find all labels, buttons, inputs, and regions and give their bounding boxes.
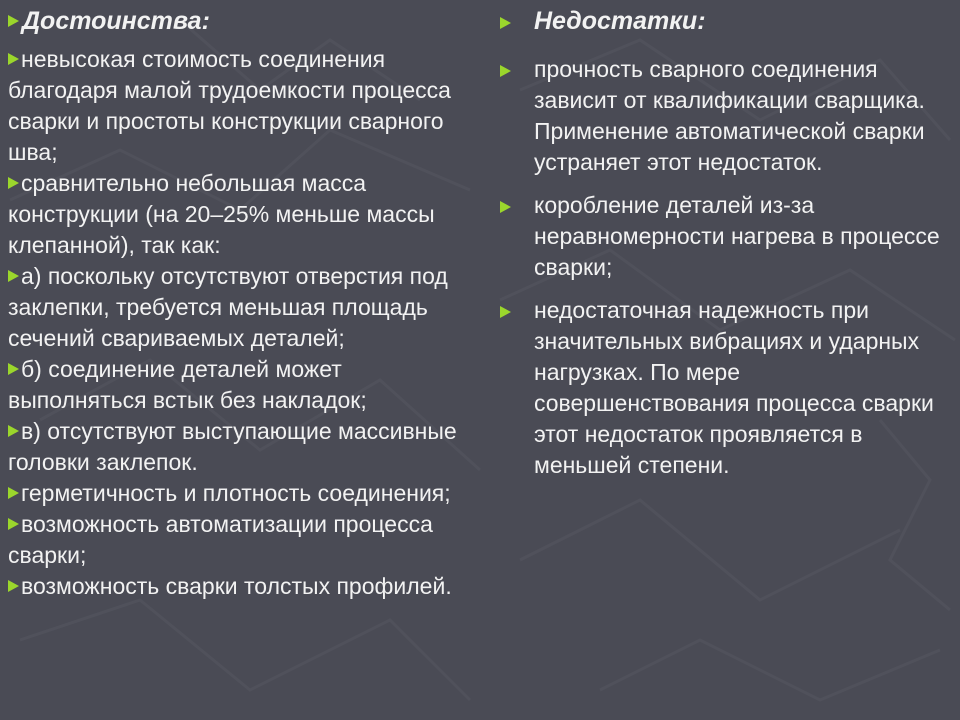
advantage-item — [8, 44, 478, 168]
disadvantages-column — [500, 0, 952, 481]
advantage-item — [8, 168, 478, 261]
advantage-text: б) соединение деталей может выполняться встык без накладок; — [8, 356, 367, 413]
advantages-heading: Достоинства: — [22, 7, 210, 35]
disadvantages-heading: Недостатки: — [534, 7, 706, 35]
green-triangle-bullet-icon — [8, 363, 19, 375]
disadvantage-item — [500, 190, 952, 283]
advantage-text: возможность сварки толстых профилей. — [21, 573, 452, 599]
green-triangle-bullet-icon — [8, 14, 21, 32]
green-triangle-bullet-icon — [500, 16, 522, 34]
disadvantages-list — [500, 54, 952, 481]
green-triangle-bullet-icon — [8, 487, 19, 499]
green-triangle-bullet-icon — [500, 64, 522, 82]
advantage-item — [8, 509, 478, 571]
green-triangle-bullet-icon — [500, 305, 522, 323]
advantage-text: невысокая стоимость соединения благодаря малой трудоемкости процесса сварки и простоты конструкции сварного шва; — [8, 46, 451, 165]
green-triangle-bullet-icon — [8, 270, 19, 282]
advantage-item — [8, 354, 478, 416]
disadvantages-heading-line — [500, 6, 952, 44]
disadvantage-text: недостаточная надежность при значительных вибрациях и ударных нагрузках. По мере совершенствования процесса сварки этот недостаток проявляется в меньшей степени. — [534, 297, 934, 478]
advantage-item — [8, 416, 478, 478]
disadvantage-text: прочность сварного соединения зависит от квалификации сварщика. Применение автоматической сварки устраняет этот недостаток. — [534, 56, 925, 175]
advantage-text: герметичность и плотность соединения; — [21, 480, 451, 506]
advantage-text: сравнительно небольшая масса конструкции (на 20–25% меньше массы клепанной), так как: — [8, 170, 435, 258]
advantages-heading-line — [8, 6, 478, 44]
green-triangle-bullet-icon — [8, 177, 19, 189]
green-triangle-bullet-icon — [8, 425, 19, 437]
green-triangle-bullet-icon — [500, 200, 522, 218]
advantage-item — [8, 478, 478, 509]
green-triangle-bullet-icon — [8, 518, 19, 530]
advantage-item — [8, 571, 478, 602]
disadvantage-item — [500, 54, 952, 178]
advantage-text: возможность автоматизации процесса сварки; — [8, 511, 433, 568]
advantage-text: в) отсутствуют выступающие массивные головки заклепок. — [8, 418, 457, 475]
disadvantage-text: коробление деталей из-за неравномерности нагрева в процессе сварки; — [534, 192, 940, 280]
disadvantage-item — [500, 295, 952, 481]
advantages-column — [8, 0, 478, 602]
advantage-text: а) поскольку отсутствуют отверстия под заклепки, требуется меньшая площадь сечений свариваемых деталей; — [8, 263, 448, 351]
advantage-item — [8, 261, 478, 354]
advantages-list — [8, 44, 478, 602]
green-triangle-bullet-icon — [8, 580, 19, 592]
green-triangle-bullet-icon — [8, 53, 19, 65]
